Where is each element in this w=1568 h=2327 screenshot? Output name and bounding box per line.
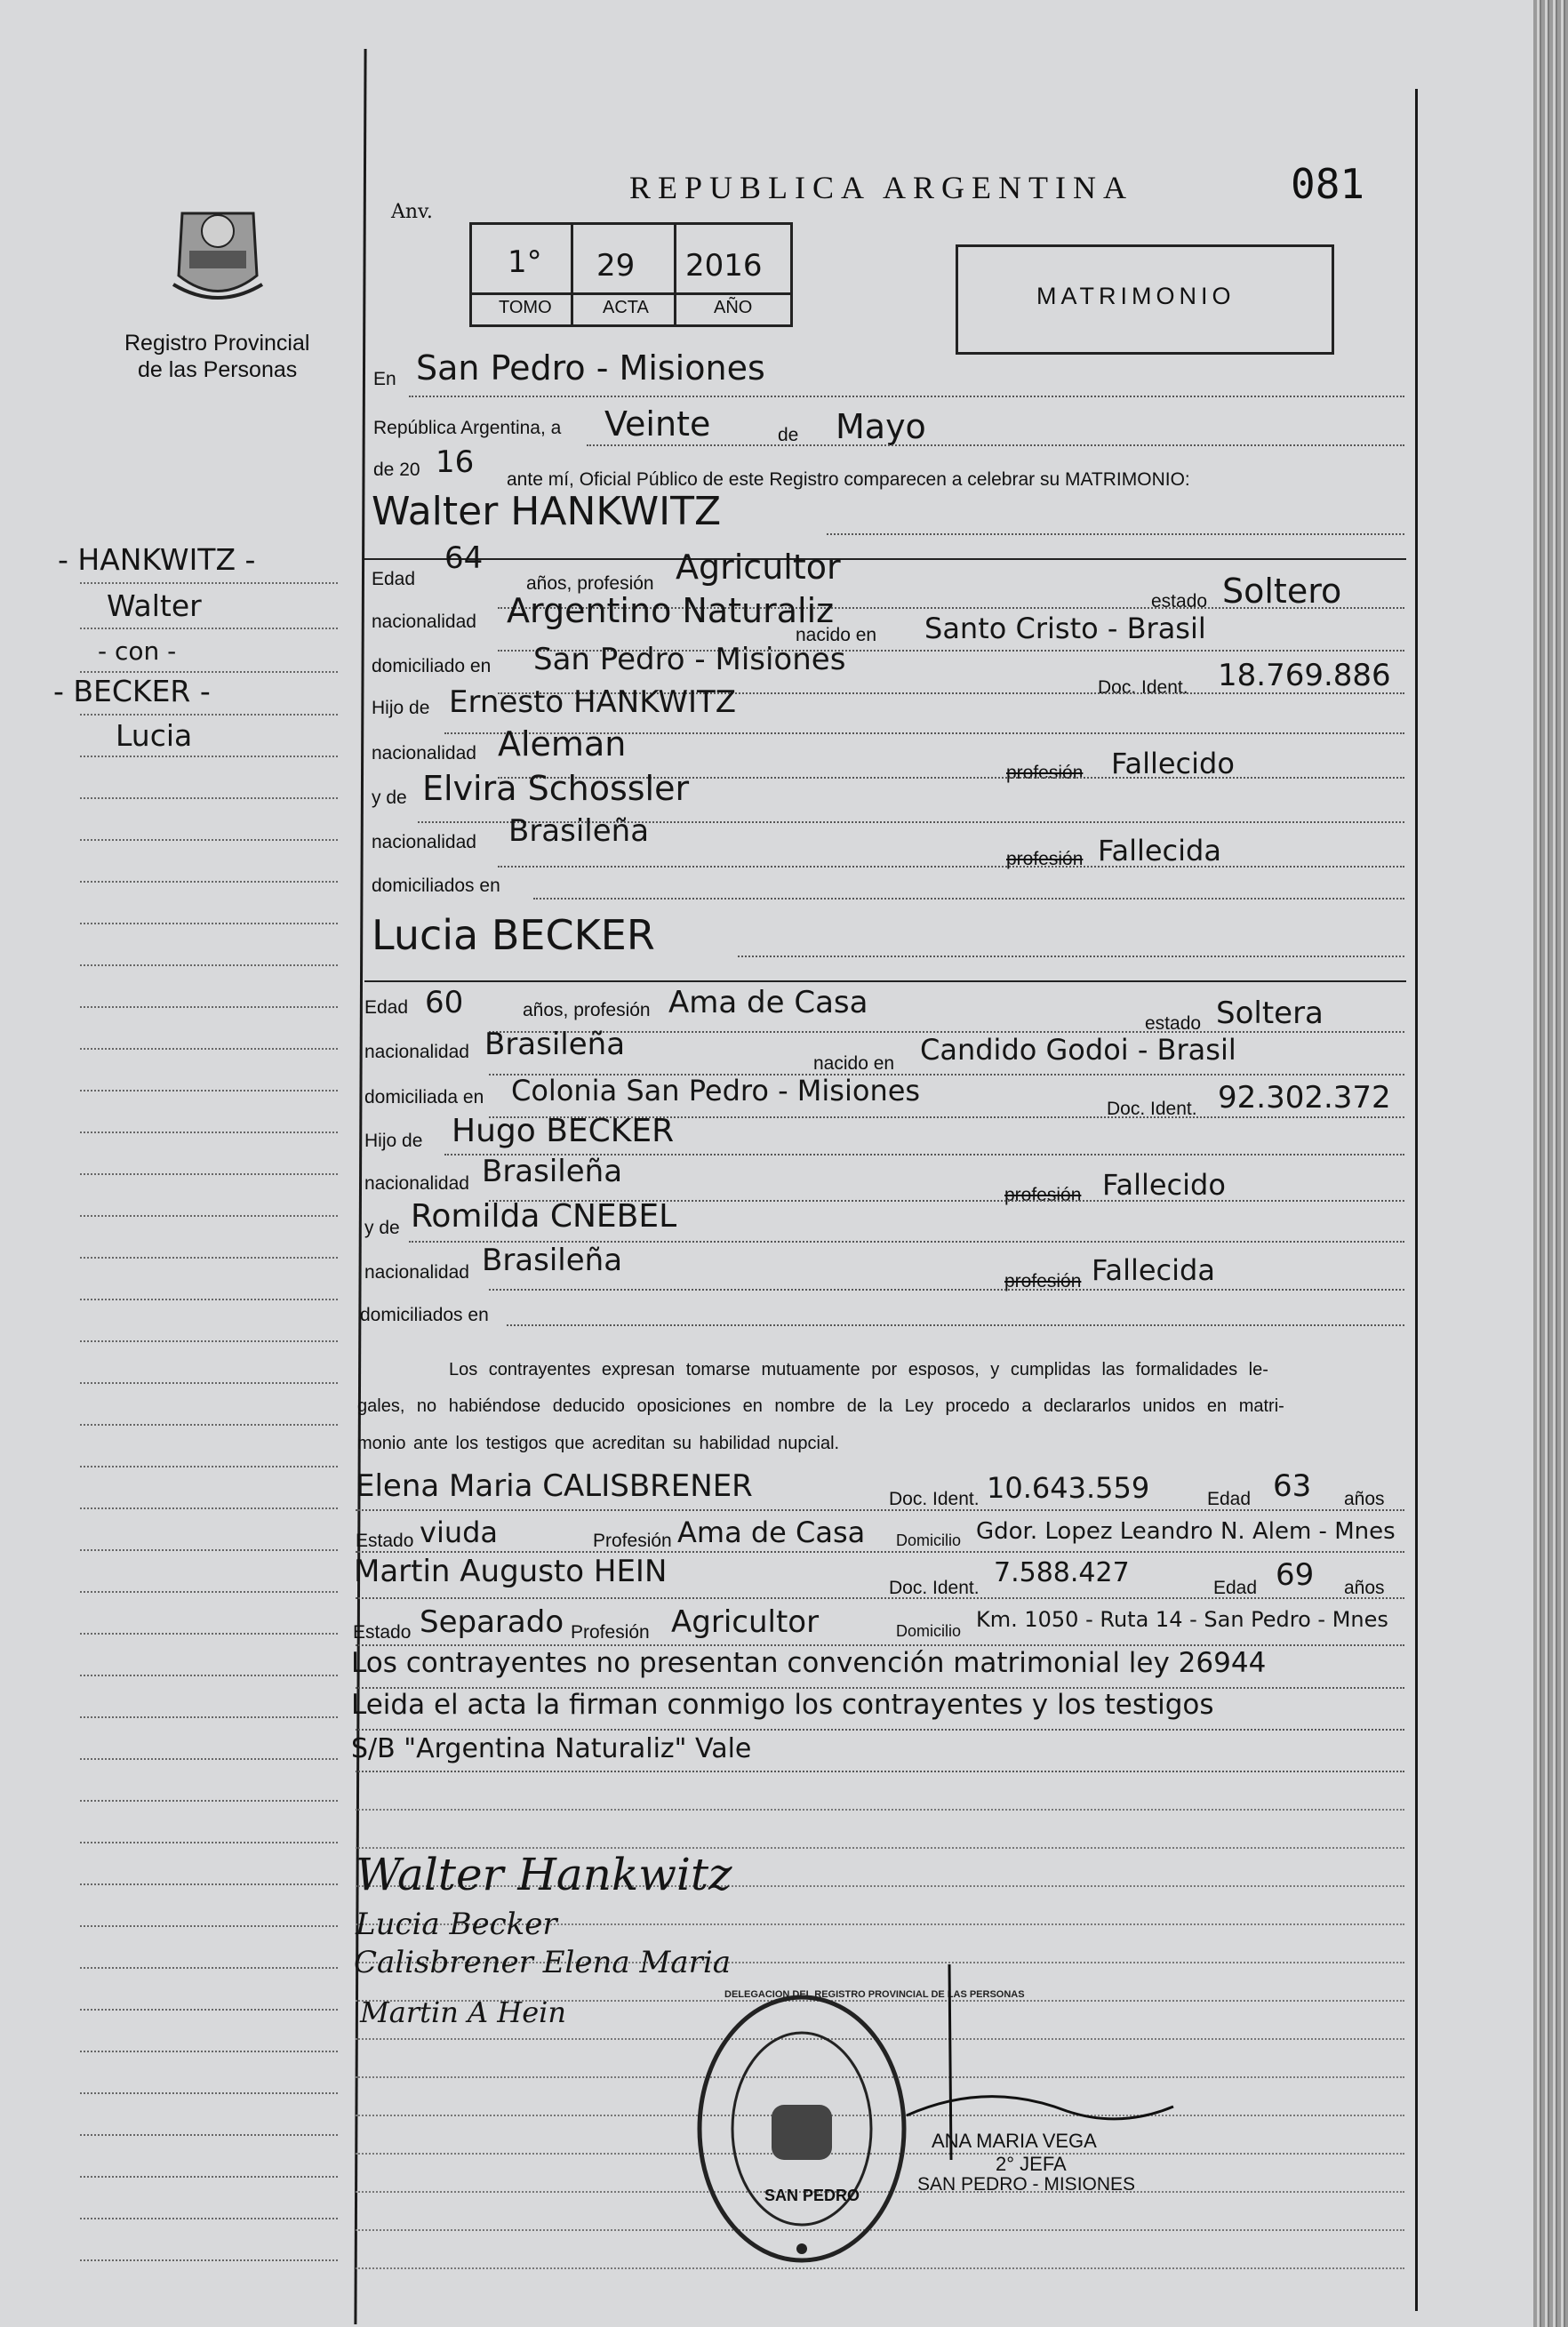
- witness1-age: 63: [1273, 1468, 1312, 1504]
- margin-note-bride-surname: - BECKER -: [53, 674, 211, 708]
- witness2-doc: 7.588.427: [994, 1557, 1130, 1588]
- witness1-doc-label: Doc. Ident.: [889, 1489, 980, 1509]
- groom-name: Walter HANKWITZ: [372, 489, 722, 534]
- witness2-status-label: Estado: [353, 1622, 412, 1643]
- witness2-status: Separado: [420, 1604, 564, 1640]
- groom-mother-label: y de: [372, 788, 407, 808]
- witness1-age-label: Edad: [1207, 1489, 1252, 1509]
- groom-domicile-label: domiciliado en: [372, 656, 492, 676]
- acta-label: ACTA: [603, 298, 649, 317]
- officer-name: ANA MARIA VEGA: [932, 2130, 1097, 2152]
- bride-mother-profession-label: profesión: [1004, 1271, 1082, 1291]
- groom-father-nationality-label: nacionalidad: [372, 743, 476, 764]
- groom-father: Ernesto HANKWITZ: [449, 684, 737, 720]
- groom-domicile: San Pedro - Misiones: [533, 642, 846, 677]
- witness1-status-label: Estado: [356, 1531, 414, 1551]
- margin-note-bride-firstname: Lucia: [116, 718, 193, 753]
- witness1-profession-label: Profesión: [593, 1531, 672, 1551]
- groom-profession: Agricultor: [676, 548, 841, 587]
- record-type: MATRIMONIO: [1036, 283, 1236, 309]
- bride-mother: Romilda CNEBEL: [411, 1198, 677, 1235]
- witness2-name: Martin Augusto HEIN: [354, 1554, 668, 1589]
- bride-age-label: Edad: [364, 997, 409, 1018]
- witness2-profession: Agricultor: [671, 1604, 820, 1640]
- stamp-ring-text: DELEGACION DEL REGISTRO PROVINCIAL DE LAS PERSONAS: [724, 1989, 1025, 2000]
- registry-name-line1: Registro Provincial: [124, 331, 310, 356]
- bride-domicile: Colonia San Pedro - Misiones: [511, 1074, 921, 1108]
- year-prefix: de 20: [373, 460, 420, 480]
- note-firman: Leida el acta la firman conmigo los contrayentes y los testigos: [351, 1689, 1214, 1721]
- book-page-edges: [1533, 0, 1568, 2327]
- witness2-doc-label: Doc. Ident.: [889, 1578, 980, 1598]
- margin-note-firstname: Walter: [107, 588, 202, 623]
- witness1-domicile-label: Domicilio: [896, 1531, 962, 1549]
- note-salvedad: S/B "Argentina Naturaliz" Vale: [351, 1733, 752, 1764]
- bride-father-profession-label: profesión: [1004, 1185, 1082, 1205]
- witness2-domicile-label: Domicilio: [896, 1622, 962, 1640]
- bride-father-nationality-label: nacionalidad: [364, 1173, 469, 1194]
- bride-father: Hugo BECKER: [452, 1113, 675, 1149]
- anv-note: Anv.: [391, 201, 433, 223]
- bride-doc: 92.302.372: [1218, 1080, 1391, 1116]
- witness2-age: 69: [1276, 1557, 1315, 1593]
- bride-parents-domicile-label: domiciliados en: [360, 1305, 489, 1325]
- groom-age: 64: [444, 540, 484, 576]
- bride-doc-label: Doc. Ident.: [1107, 1099, 1197, 1119]
- bride-name: Lucia BECKER: [372, 911, 655, 959]
- margin-note-surname: - HANKWITZ -: [58, 542, 256, 577]
- groom-birthplace-label: nacido en: [796, 625, 877, 645]
- year-suffix: 16: [436, 444, 475, 480]
- groom-doc-label: Doc. Ident.: [1098, 677, 1188, 698]
- bride-nationality-label: nacionalidad: [364, 1042, 469, 1062]
- witness1-doc: 10.643.559: [987, 1471, 1150, 1505]
- officer-title: 2° JEFA: [996, 2153, 1067, 2175]
- groom-mother: Elvira Schossler: [422, 769, 690, 808]
- witness1-domicile: Gdor. Lopez Leandro N. Alem - Mnes: [976, 1518, 1396, 1545]
- witness2-anos-label: años: [1344, 1578, 1385, 1598]
- groom-father-profession-label: profesión: [1006, 763, 1084, 783]
- bride-mother-nationality: Brasileña: [482, 1243, 623, 1278]
- witness1-anos-label: años: [1344, 1489, 1385, 1509]
- officer-place: SAN PEDRO - MISIONES: [917, 2174, 1136, 2195]
- groom-parents-domicile-label: domiciliados en: [372, 876, 500, 896]
- page-number: 081: [1291, 160, 1365, 208]
- witness2-domicile: Km. 1050 - Ruta 14 - San Pedro - Mnes: [976, 1607, 1388, 1632]
- signature-groom: Walter Hankwitz: [356, 1849, 732, 1900]
- declaration-line3: monio ante los testigos que acreditan su habilidad nupcial.: [357, 1434, 840, 1453]
- signature-witness1: Calisbrener Elena Maria: [354, 1945, 731, 1980]
- bride-father-nationality: Brasileña: [482, 1154, 623, 1189]
- groom-mother-nationality-label: nacionalidad: [372, 832, 476, 852]
- intro-month: Mayo: [836, 407, 926, 446]
- tomo-label: TOMO: [499, 298, 552, 317]
- right-margin-rule: [1415, 89, 1418, 2311]
- witness2-profession-label: Profesión: [571, 1622, 650, 1643]
- en-label: En: [373, 369, 396, 389]
- groom-mother-nationality: Brasileña: [508, 813, 650, 849]
- registry-name-line2: de las Personas: [138, 357, 298, 382]
- groom-mother-profession-label: profesión: [1006, 849, 1084, 869]
- declaration-line2: gales, no habiéndose deducido oposiciones en nombre de la Ley procedo a declararlos unidos en matri-: [357, 1396, 1284, 1416]
- groom-father-nationality: Aleman: [498, 724, 627, 764]
- groom-profession-label: años, profesión: [526, 573, 654, 594]
- groom-father-profession: Fallecido: [1111, 747, 1235, 780]
- province-seal-logo: [164, 196, 271, 311]
- groom-father-label: Hijo de: [372, 698, 430, 718]
- groom-age-label: Edad: [372, 569, 416, 589]
- republica-label: República Argentina, a: [373, 418, 562, 438]
- bride-profession-label: años, profesión: [523, 1000, 651, 1020]
- record-number-box: [469, 222, 793, 327]
- tomo-value: 1°: [508, 244, 542, 280]
- bride-age: 60: [425, 985, 464, 1020]
- bride-status-label: estado: [1145, 1013, 1202, 1034]
- bride-nationality: Brasileña: [484, 1027, 626, 1062]
- witness1-profession: Ama de Casa: [677, 1515, 866, 1549]
- bride-mother-profession: Fallecida: [1092, 1253, 1215, 1287]
- intro-day: Veinte: [604, 404, 711, 444]
- bride-mother-label: y de: [364, 1218, 400, 1238]
- witness2-age-label: Edad: [1213, 1578, 1258, 1598]
- groom-nationality-label: nacionalidad: [372, 612, 476, 632]
- bride-mother-nationality-label: nacionalidad: [364, 1262, 469, 1283]
- bride-status: Soltera: [1216, 996, 1324, 1031]
- acta-value: 29: [596, 248, 636, 284]
- anio-label: AÑO: [714, 298, 753, 317]
- groom-doc: 18.769.886: [1218, 658, 1391, 693]
- signature-bride: Lucia Becker: [356, 1907, 557, 1942]
- groom-status: Soltero: [1222, 572, 1342, 611]
- note-convencion: Los contrayentes no presentan convención matrimonial ley 26944: [351, 1647, 1267, 1679]
- bride-domicile-label: domiciliada en: [364, 1087, 484, 1108]
- bride-birthplace: Candido Godoi - Brasil: [920, 1033, 1236, 1067]
- anio-value: 2016: [685, 248, 763, 284]
- groom-status-label: estado: [1151, 591, 1208, 612]
- bride-profession: Ama de Casa: [668, 985, 868, 1020]
- margin-note-con: - con -: [98, 636, 177, 666]
- groom-mother-profession: Fallecida: [1098, 834, 1221, 868]
- intro-place: San Pedro - Misiones: [416, 348, 765, 388]
- de-label: de: [778, 425, 799, 445]
- witness1-status: viuda: [420, 1515, 499, 1549]
- bride-father-profession: Fallecido: [1102, 1168, 1226, 1202]
- groom-nationality: Argentino Naturaliz: [507, 591, 835, 630]
- country-title: REPUBLICA ARGENTINA: [629, 170, 1134, 205]
- witness1-name: Elena Maria CALISBRENER: [356, 1468, 753, 1504]
- declaration-line1: Los contrayentes expresan tomarse mutuamente por esposos, y cumplidas las formalidades le-: [449, 1360, 1268, 1379]
- stamp-center-text: SAN PEDRO: [764, 2187, 860, 2204]
- bride-father-label: Hijo de: [364, 1131, 423, 1151]
- intro-text: ante mí, Oficial Público de este Registro comparecen a celebrar su MATRIMONIO:: [507, 469, 1190, 490]
- bride-birthplace-label: nacido en: [813, 1053, 895, 1074]
- registry-stamp: [693, 1991, 911, 2267]
- record-type-box: [956, 244, 1334, 355]
- signature-witness2: Martin A Hein: [360, 1995, 566, 2029]
- groom-birthplace: Santo Cristo - Brasil: [924, 612, 1206, 645]
